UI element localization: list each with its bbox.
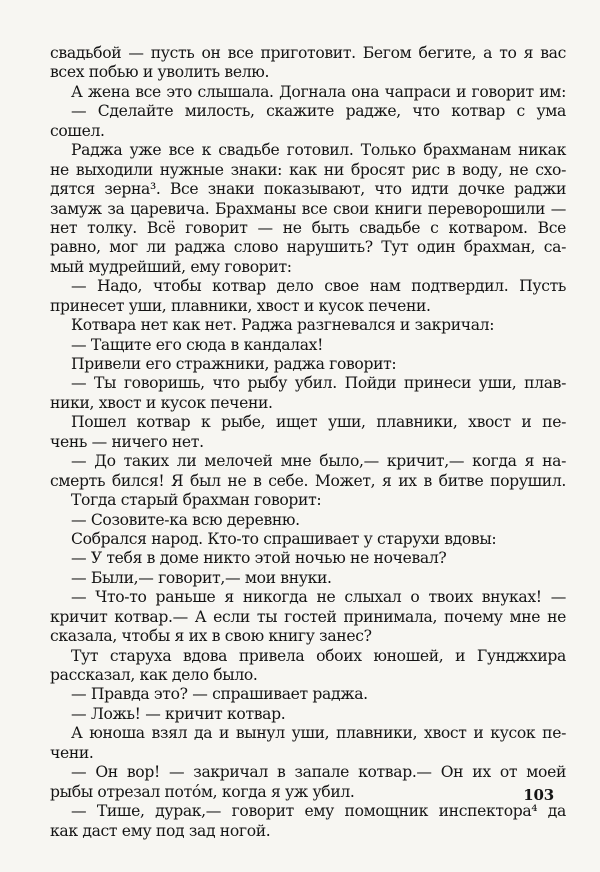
text-line: Привели его стражники, раджа говорит: [71, 355, 397, 373]
text-line: — Ты говоришь, что рыбу убил. Пойди принеси уши, плав- [71, 374, 566, 393]
text-line: А юноша взял да и вынул уши, плавники, хвост и кусок пе- [71, 724, 566, 743]
text-line: — Что-то раньше я никогда не слыхал о твоих внуках! — [71, 588, 566, 607]
text-line: — Тише, дурак,— говорит ему помощник инспектора⁴ да [71, 802, 566, 821]
text-line: — Тащите его сюда в кандалах! [71, 335, 324, 354]
text-line: чени. [50, 743, 94, 762]
page-text [50, 44, 566, 841]
text-line: кричит котвар.— А если ты гостей принимала, почему мне не [50, 607, 566, 626]
text-line: — До таких ли мелочей мне было,— кричит,— когда я на- [71, 452, 566, 471]
page-number: 103 [523, 786, 554, 804]
text-line: сказала, чтобы я их в свою книгу занес? [50, 627, 372, 646]
text-line: смерть бился! Я был не в себе. Может, я их в битве порушил. [50, 471, 566, 490]
text-line: нет толку. Всё говорит — не быть свадьбе с котваром. Все [50, 218, 566, 237]
text-line: — Сделайте милость, скажите радже, что котвар с ума [71, 102, 566, 121]
text-line: всех побью и уволить велю. [50, 63, 270, 82]
text-line: замуж за царевича. Брахманы все свои книги переворошили — [50, 199, 566, 218]
text-line: ники, хвост и кусок печени. [50, 393, 273, 412]
text-line: дятся зерна³. Все знаки показывают, что идти дочке раджи [50, 180, 566, 199]
text-line: принесет уши, плавники, хвост и кусок печени. [50, 296, 431, 315]
text-line: Тогда старый брахман говорит: [71, 491, 322, 510]
text-line: Котвара нет как нет. Раджа разгневался и закричал: [71, 316, 495, 335]
text-line: Пошел котвар к рыбе, ищет уши, плавники, хвост и пе- [71, 413, 566, 432]
text-line: как даст ему под зад ногой. [50, 821, 271, 840]
text-line: — Созовите-ка всю деревню. [71, 510, 300, 529]
text-line: Собрался народ. Кто-то спрашивает у старухи вдовы: [71, 529, 497, 548]
text-line: рыбы отрезал потóм, когда я уж убил. [50, 782, 355, 801]
text-line: равно, мог ли раджа слово нарушить? Тут один брахман, са- [50, 238, 566, 257]
text-line: свадьбой — пусть он все приготовит. Бегом бегите, а то я вас [50, 44, 566, 62]
text-line: мый мудрейший, ему говорит: [50, 257, 292, 276]
text-line: — Он вор! — закричал в запале котвар.— Он их от моей [71, 763, 566, 782]
text-line: рассказал, как дело было. [50, 666, 258, 684]
text-line: — У тебя в доме никто этой ночью не ночевал? [71, 549, 447, 568]
text-line: — Правда это? — спрашивает раджа. [71, 685, 368, 704]
text-line: — Были,— говорит,— мои внуки. [71, 568, 332, 587]
text-line: чень — ничего нет. [50, 432, 204, 451]
text-line: — Ложь! — кричит котвар. [71, 704, 286, 723]
text-line: — Надо, чтобы котвар дело свое нам подтвердил. Пусть [71, 277, 566, 296]
text-line: Тут старуха вдова привела обоих юношей, и Гунджхира [71, 646, 566, 665]
text-line: А жена все это слышала. Догнала она чапраси и говорит им: [71, 82, 566, 101]
text-line: сошел. [50, 121, 105, 140]
text-line: не выходили нужные знаки: как ни бросят рис в воду, не схо- [50, 160, 566, 179]
text-line: Раджа уже все к свадьбе готовил. Только брахманам никак [71, 141, 566, 160]
